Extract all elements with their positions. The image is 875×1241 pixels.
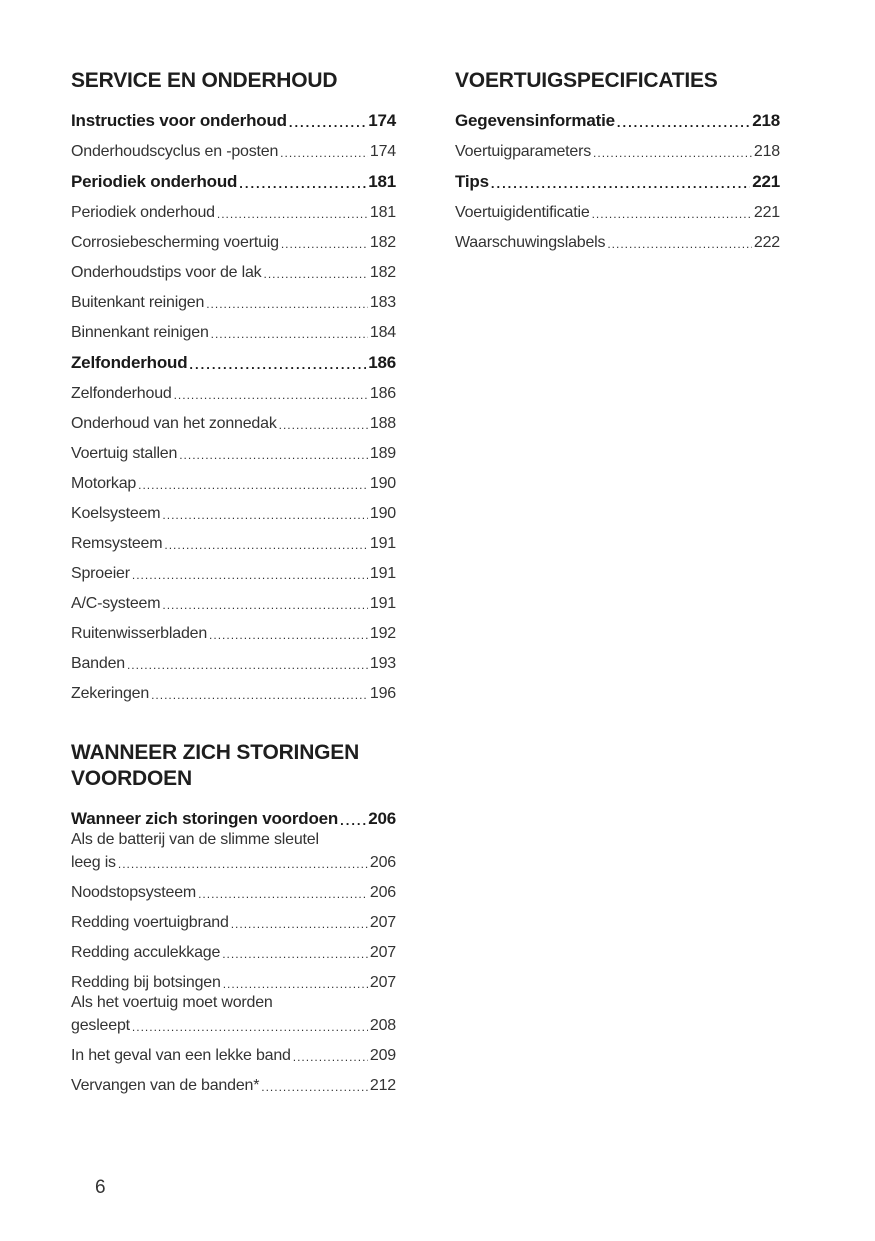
- entry-page: 206: [369, 884, 396, 901]
- dot-leader: [162, 503, 367, 523]
- toc-entry[interactable]: [71, 1065, 396, 1095]
- entry-title: Voertuig stallen: [71, 445, 178, 462]
- entry-title: Zelfonderhoud: [71, 385, 172, 402]
- entry-title: Noodstopsysteem: [71, 884, 197, 901]
- entry-page: 208: [369, 1017, 396, 1034]
- dot-leader: [593, 141, 752, 161]
- entry-title: Onderhoud van het zonnedak: [71, 415, 277, 432]
- dot-leader: [189, 353, 366, 373]
- entry-title: Onderhoudscyclus en -posten: [71, 143, 279, 160]
- toc-entry[interactable]: [71, 962, 396, 992]
- entry-page: 218: [752, 111, 780, 130]
- entry-title: Voertuigparameters: [455, 143, 592, 160]
- toc-entry[interactable]: [71, 992, 396, 1035]
- entry-title: Gegevensinformatie: [455, 111, 615, 130]
- entry-page: 181: [369, 204, 396, 221]
- dot-leader: [179, 443, 368, 463]
- entry-title: Remsysteem: [71, 535, 163, 552]
- entry-page: 182: [369, 234, 396, 251]
- toc-list: [71, 798, 396, 1095]
- dot-leader: [211, 322, 368, 342]
- toc-entry[interactable]: [71, 673, 396, 703]
- entry-title: Redding acculekkage: [71, 944, 221, 961]
- entry-title: In het geval van een lekke band: [71, 1047, 291, 1064]
- entry-page: 206: [368, 809, 396, 828]
- entry-title: Wanneer zich storingen voordoen: [71, 809, 339, 828]
- entry-page: 186: [369, 385, 396, 402]
- toc-entry[interactable]: [71, 312, 396, 342]
- section-heading: SERVICE EN ONDERHOUD: [71, 69, 338, 92]
- entry-page: 188: [369, 415, 396, 432]
- entry-page: 212: [369, 1077, 396, 1094]
- entry-title: Binnenkant reinigen: [71, 324, 209, 341]
- dot-leader: [132, 563, 368, 583]
- section-storingen: [71, 740, 396, 1095]
- dot-leader: [263, 262, 367, 282]
- toc-entry[interactable]: [71, 872, 396, 902]
- entry-title: Als de batterij van de slimme sleutel: [71, 831, 319, 848]
- entry-title: Waarschuwingslabels: [455, 234, 606, 251]
- entry-page: 174: [368, 111, 396, 130]
- section-service-en-onderhoud: [71, 68, 396, 703]
- entry-page: 222: [753, 234, 780, 251]
- dot-leader: [280, 141, 368, 161]
- toc-entry[interactable]: [71, 553, 396, 583]
- toc-entry[interactable]: [455, 192, 780, 222]
- toc-entry[interactable]: [71, 282, 396, 312]
- entry-page: 218: [753, 143, 780, 160]
- toc-chapter-entry[interactable]: [71, 100, 396, 131]
- entry-title: Periodiek onderhoud: [71, 204, 215, 221]
- dot-leader: [217, 202, 368, 222]
- entry-title: Ruitenwisserbladen: [71, 625, 208, 642]
- entry-title: Motorkap: [71, 475, 137, 492]
- toc-entry[interactable]: [71, 463, 396, 493]
- dot-leader: [138, 473, 368, 493]
- entry-title: Vervangen van de banden*: [71, 1077, 260, 1094]
- entry-page: 191: [369, 535, 396, 552]
- entry-page: 190: [369, 475, 396, 492]
- dot-leader: [162, 593, 368, 613]
- entry-title: Sproeier: [71, 565, 130, 582]
- entry-page: 189: [369, 445, 396, 462]
- dot-leader: [209, 623, 368, 643]
- dot-leader: [222, 942, 368, 962]
- toc-entry[interactable]: [71, 373, 396, 403]
- entry-title: Tips: [455, 172, 489, 191]
- entry-title-continued: gesleept: [71, 1017, 130, 1034]
- entry-title: Instructies voor onderhoud: [71, 111, 287, 130]
- toc-entry[interactable]: [71, 131, 396, 161]
- dot-leader: [491, 172, 750, 192]
- entry-page: 184: [369, 324, 396, 341]
- entry-page: 209: [369, 1047, 396, 1064]
- dot-leader: [293, 1045, 368, 1065]
- toc-chapter-entry[interactable]: [71, 161, 396, 192]
- toc-list: [455, 100, 780, 252]
- toc-entry[interactable]: [71, 192, 396, 222]
- entry-page: 192: [369, 625, 396, 642]
- dot-leader: [151, 683, 368, 703]
- entry-title: Onderhoudstips voor de lak: [71, 264, 262, 281]
- entry-title: Redding bij botsingen: [71, 974, 221, 991]
- toc-chapter-entry[interactable]: [455, 100, 780, 131]
- entry-title: Koelsysteem: [71, 505, 161, 522]
- page-number: 6: [95, 1177, 106, 1198]
- dot-leader: [607, 232, 752, 252]
- toc-entry[interactable]: [71, 222, 396, 252]
- toc-entry[interactable]: [71, 932, 396, 962]
- toc-entry[interactable]: [71, 433, 396, 463]
- toc-entry[interactable]: [71, 583, 396, 613]
- entry-page: 206: [369, 854, 396, 871]
- entry-page: 191: [369, 565, 396, 582]
- dot-leader: [261, 1075, 368, 1095]
- dot-leader: [174, 383, 368, 403]
- entry-page: 221: [752, 172, 780, 191]
- toc-entry[interactable]: [71, 523, 396, 553]
- entry-page: 193: [369, 655, 396, 672]
- entry-page: 186: [368, 353, 396, 372]
- toc-entry[interactable]: [71, 493, 396, 523]
- entry-page: 196: [369, 685, 396, 702]
- dot-leader: [617, 111, 750, 131]
- entry-title: Zelfonderhoud: [71, 353, 188, 372]
- dot-leader: [281, 232, 368, 252]
- toc-entry[interactable]: [71, 403, 396, 433]
- entry-page: 174: [369, 143, 396, 160]
- toc-chapter-entry[interactable]: [71, 798, 396, 829]
- dot-leader: [231, 912, 368, 932]
- entry-title: Redding voertuigbrand: [71, 914, 229, 931]
- toc-entry[interactable]: [71, 613, 396, 643]
- entry-title: Periodiek onderhoud: [71, 172, 238, 191]
- dot-leader: [206, 292, 368, 312]
- entry-page: 221: [753, 204, 780, 221]
- dot-leader: [279, 413, 368, 433]
- dot-leader: [198, 882, 368, 902]
- dot-leader: [127, 653, 368, 673]
- entry-page: 207: [369, 944, 396, 961]
- entry-title-continued: leeg is: [71, 854, 116, 871]
- dot-leader: [239, 172, 366, 192]
- entry-title: Als het voertuig moet worden: [71, 994, 273, 1011]
- dot-leader: [118, 852, 368, 872]
- entry-page: 181: [368, 172, 396, 191]
- section-heading: WANNEER ZICH STORINGEN VOORDOEN: [71, 741, 360, 790]
- toc-list: [71, 100, 396, 703]
- entry-page: 191: [369, 595, 396, 612]
- dot-leader: [340, 809, 366, 829]
- entry-page: 183: [369, 294, 396, 311]
- dot-leader: [132, 1015, 368, 1035]
- toc-entry[interactable]: [71, 643, 396, 673]
- toc-entry[interactable]: [71, 902, 396, 932]
- entry-title: Corrosiebescherming voertuig: [71, 234, 279, 251]
- toc-chapter-entry[interactable]: [455, 161, 780, 192]
- toc-entry[interactable]: [455, 222, 780, 252]
- entry-title: Banden: [71, 655, 125, 672]
- entry-page: 207: [369, 914, 396, 931]
- entry-page: 182: [369, 264, 396, 281]
- dot-leader: [164, 533, 368, 553]
- entry-title: Zekeringen: [71, 685, 150, 702]
- dot-leader: [223, 972, 368, 992]
- entry-title: Voertuigidentificatie: [455, 204, 590, 221]
- toc-entry[interactable]: [71, 252, 396, 282]
- toc-entry[interactable]: [71, 829, 396, 872]
- toc-entry[interactable]: [71, 1035, 396, 1065]
- dot-leader: [289, 111, 366, 131]
- toc-chapter-entry[interactable]: [71, 342, 396, 373]
- dot-leader: [592, 202, 752, 222]
- entry-page: 190: [369, 505, 396, 522]
- toc-entry[interactable]: [455, 131, 780, 161]
- section-heading: VOERTUIGSPECIFICATIES: [455, 69, 718, 92]
- section-voertuigspecificaties: [455, 68, 780, 252]
- entry-title: Buitenkant reinigen: [71, 294, 205, 311]
- entry-page: 207: [369, 974, 396, 991]
- entry-title: A/C-systeem: [71, 595, 161, 612]
